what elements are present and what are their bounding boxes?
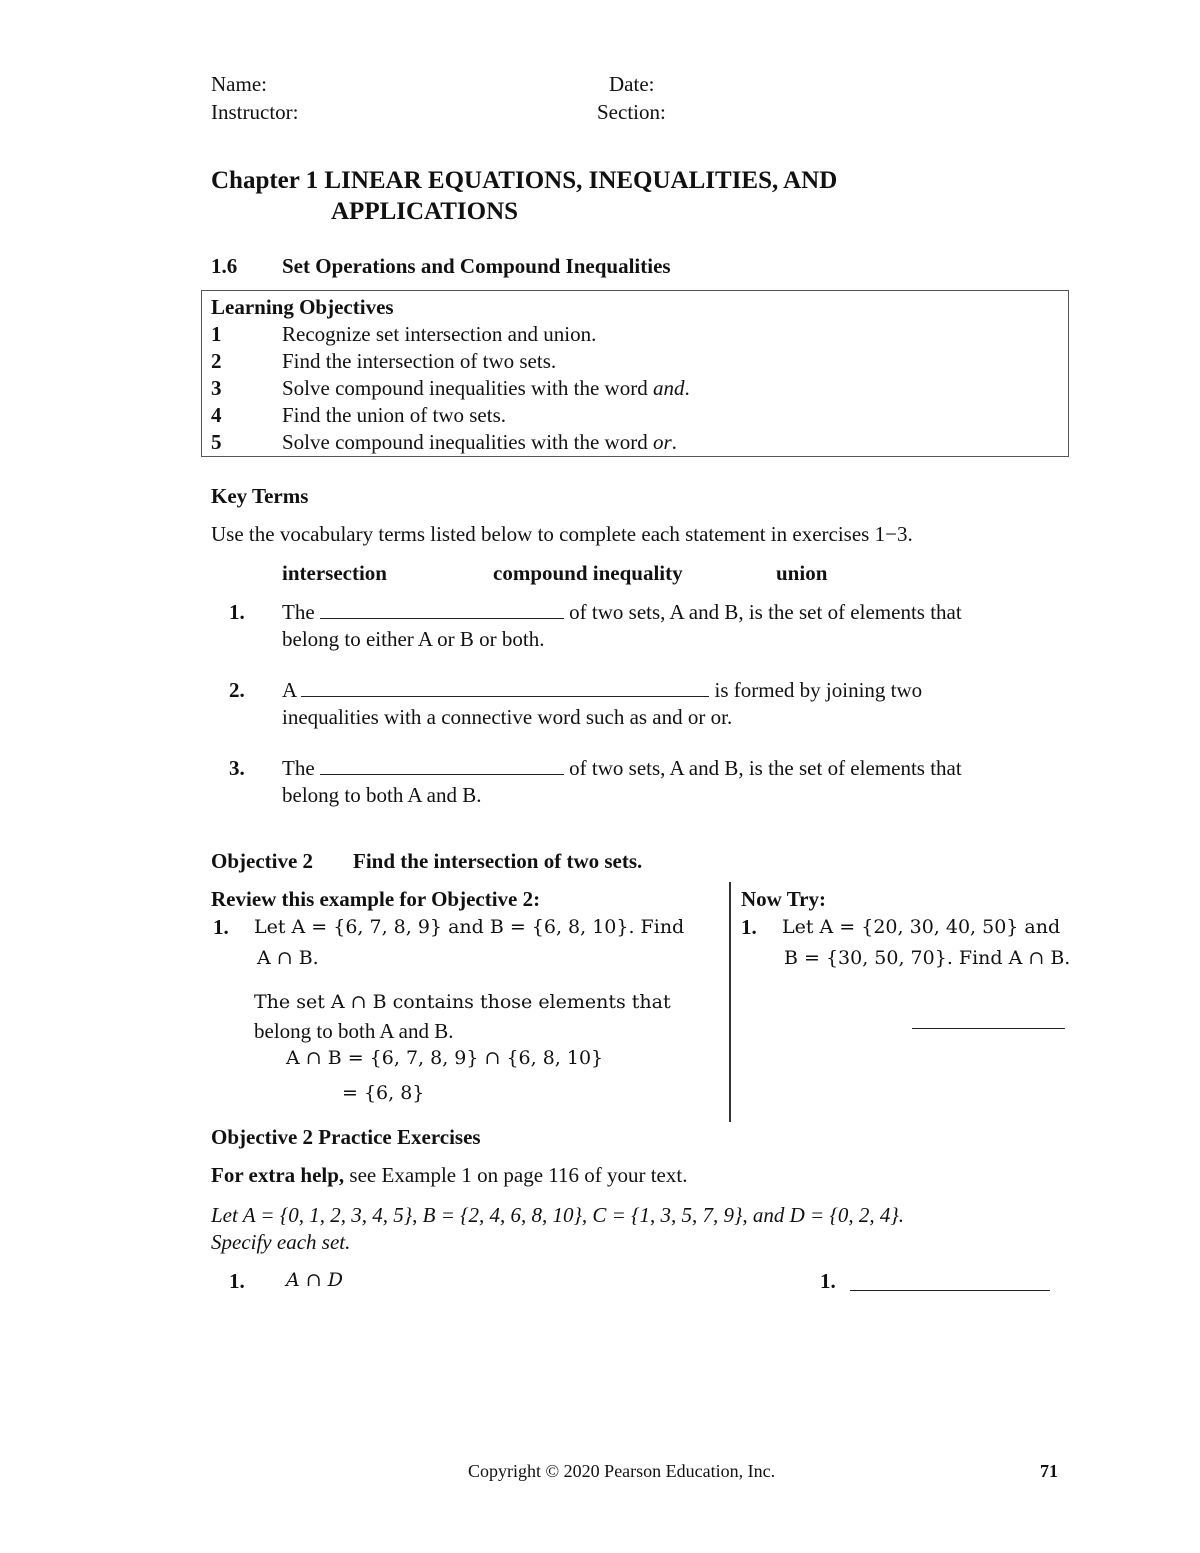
objective-text: Recognize set intersection and union.: [282, 322, 597, 346]
key-terms-instructions: Use the vocabulary terms listed below to complete each statement in exercises 1−3.: [211, 522, 913, 546]
objective-number: 2: [211, 349, 222, 373]
now-try-heading: Now Try:: [741, 887, 826, 911]
key-term-item-2: A is formed by joining two: [282, 678, 923, 702]
key-term-item-1: The of two sets, A and B, is the set of elements that: [282, 600, 962, 624]
review-example-problem-continued: A ∩ B.: [257, 947, 319, 969]
review-example-problem: Let A = {6, 7, 8, 9} and B = {6, 8, 10}. Find: [254, 916, 685, 938]
now-try-number: 1.: [741, 915, 757, 939]
term-compound-inequality: compound inequality: [493, 561, 683, 585]
chapter-title: Chapter 1 LINEAR EQUATIONS, INEQUALITIES, AND: [211, 167, 838, 194]
term-union: union: [776, 561, 828, 585]
key-term-item-number: 1.: [229, 600, 245, 624]
exercise-answer-blank[interactable]: [850, 1290, 1050, 1291]
objective-text: Find the intersection of two sets.: [282, 349, 557, 373]
objective-text: Find the union of two sets.: [282, 403, 506, 427]
section-title: Set Operations and Compound Inequalities: [282, 254, 671, 278]
key-term-item-2-continued: inequalities with a connective word such as and or or.: [282, 705, 733, 729]
answer-blank[interactable]: [320, 756, 564, 775]
practice-instructions: Specify each set.: [211, 1230, 351, 1254]
key-term-item-number: 2.: [229, 678, 245, 702]
name-label: Name:: [211, 72, 267, 96]
key-term-item-3: The of two sets, A and B, is the set of elements that: [282, 756, 962, 780]
section-number: 1.6: [211, 254, 238, 278]
review-equation-result: = {6, 8}: [342, 1082, 425, 1104]
now-try-problem-continued: B = {30, 50, 70}. Find A ∩ B.: [784, 947, 1071, 969]
instructor-label: Instructor:: [211, 100, 299, 124]
exercise-number: 1.: [229, 1269, 245, 1293]
review-example-heading: Review this example for Objective 2:: [211, 887, 541, 911]
key-term-item-1-continued: belong to either A or B or both.: [282, 627, 545, 651]
practice-given-sets: Let A = {0, 1, 2, 3, 4, 5}, B = {2, 4, 6, 8, 10}, C = {1, 3, 5, 7, 9}, and D = {0, 2, 4}.: [211, 1203, 905, 1227]
term-intersection: intersection: [282, 561, 387, 585]
key-term-item-number: 3.: [229, 756, 245, 780]
review-explanation-continued: belong to both A and B.: [254, 1019, 454, 1043]
now-try-problem: Let A = {20, 30, 40, 50} and: [782, 916, 1061, 938]
copyright-notice: Copyright © 2020 Pearson Education, Inc.: [468, 1461, 776, 1481]
practice-heading: Objective 2 Practice Exercises: [211, 1125, 481, 1149]
answer-blank[interactable]: [320, 600, 564, 619]
answer-blank[interactable]: [301, 678, 709, 697]
answer-number: 1.: [820, 1269, 836, 1293]
objective-2-title: Find the intersection of two sets.: [353, 849, 643, 873]
exercise-expression: A ∩ D: [286, 1269, 343, 1291]
objective-text: Solve compound inequalities with the word and.: [282, 376, 690, 400]
key-terms-heading: Key Terms: [211, 484, 309, 508]
review-equation: A ∩ B = {6, 7, 8, 9} ∩ {6, 8, 10}: [286, 1047, 604, 1069]
now-try-answer-blank[interactable]: [912, 1028, 1065, 1029]
learning-objectives-heading: Learning Objectives: [211, 295, 394, 319]
page-number: 71: [1040, 1461, 1058, 1481]
date-label: Date:: [609, 72, 655, 96]
extra-help-note: For extra help, see Example 1 on page 116 of your text.: [211, 1163, 688, 1187]
objective-number: 4: [211, 403, 222, 427]
objective-2-label: Objective 2: [211, 849, 314, 873]
review-example-number: 1.: [213, 915, 229, 939]
review-explanation: The set A ∩ B contains those elements that: [254, 991, 671, 1013]
key-term-item-3-continued: belong to both A and B.: [282, 783, 482, 807]
objective-number: 5: [211, 430, 222, 454]
column-divider: [729, 882, 731, 1122]
section-label: Section:: [597, 100, 666, 124]
chapter-title-continued: APPLICATIONS: [331, 198, 519, 225]
objective-text: Solve compound inequalities with the word or.: [282, 430, 677, 454]
objective-number: 3: [211, 376, 222, 400]
objective-number: 1: [211, 322, 222, 346]
